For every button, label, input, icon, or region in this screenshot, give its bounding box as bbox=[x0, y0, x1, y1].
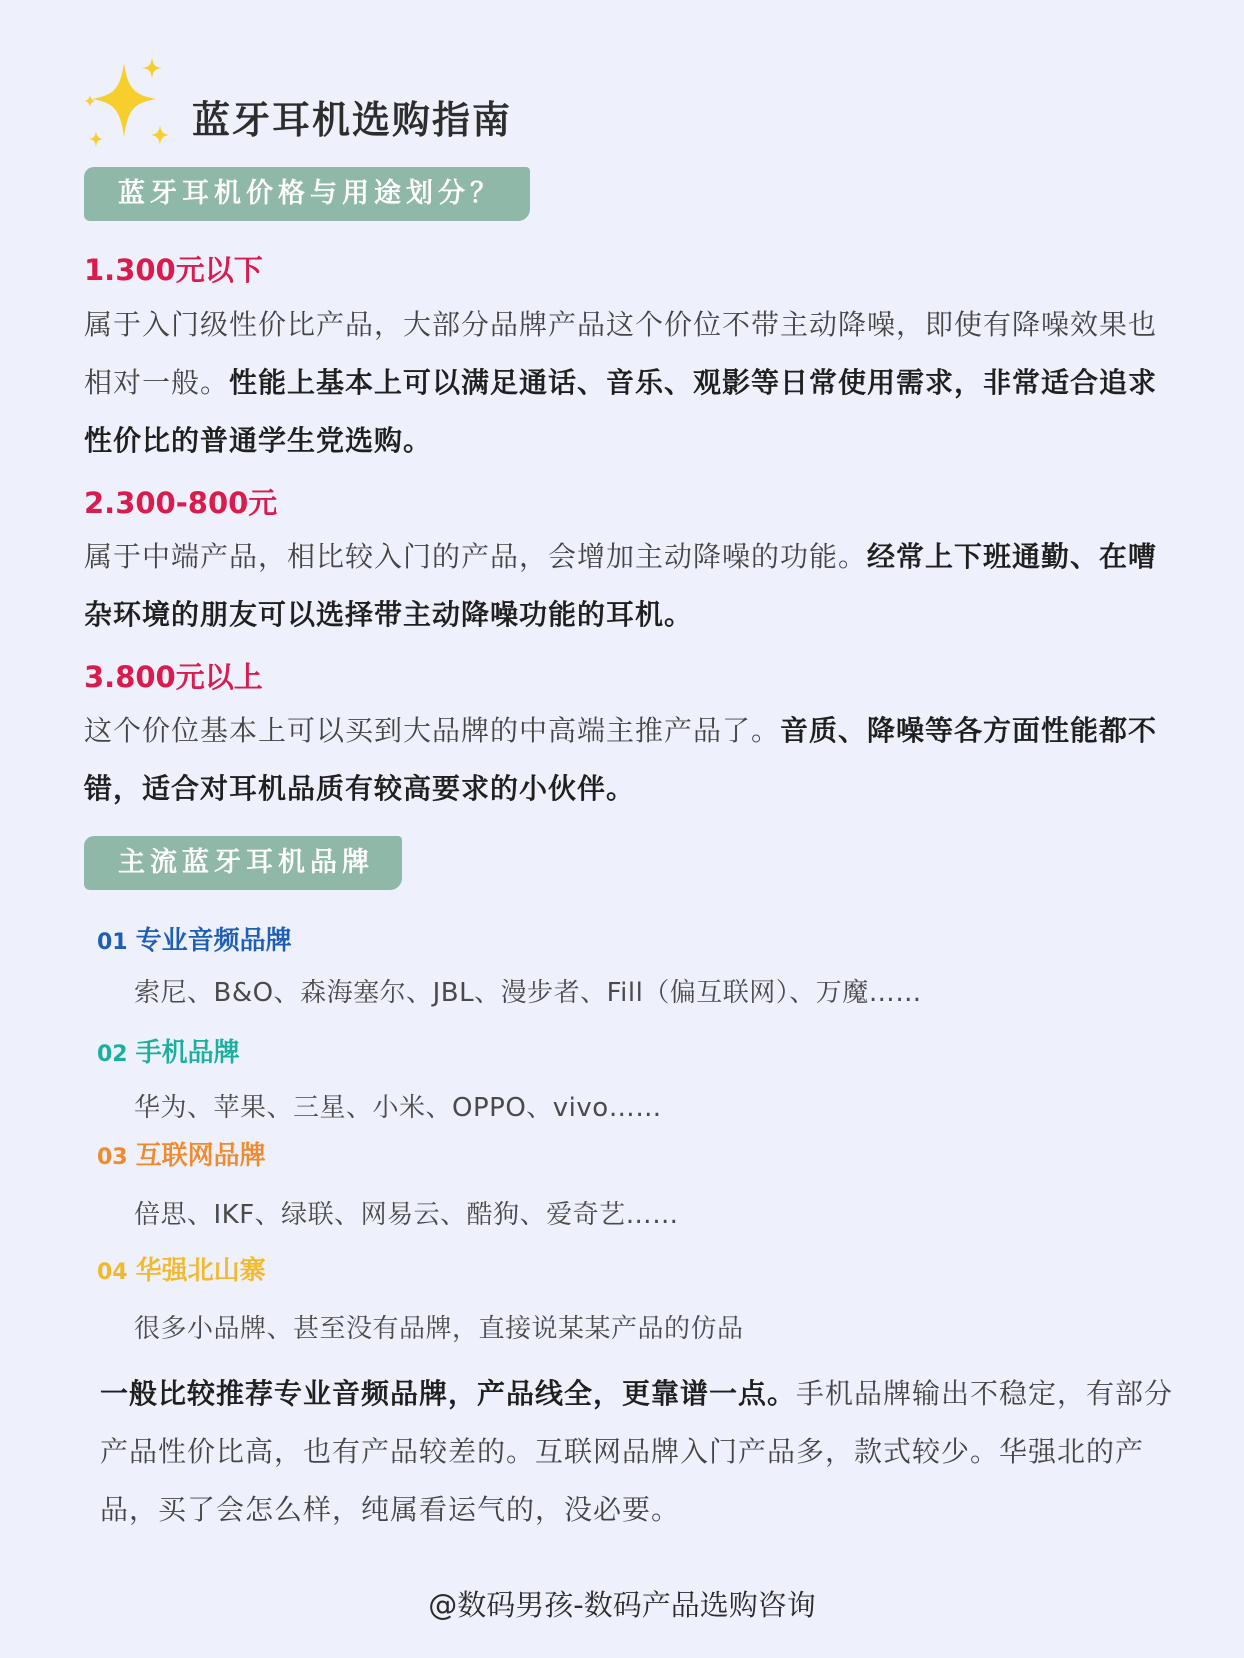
brand-list-2: 华为、苹果、三星、小米、OPPO、vivo…… bbox=[134, 1093, 662, 1123]
price-heading-1: 1.300元以下 bbox=[84, 253, 263, 287]
page-title: 蓝牙耳机选购指南 bbox=[192, 98, 513, 142]
price-description-bold: 音质、降噪等各方面性能都不错，适合对耳机品质有较高要求的小伙伴。 bbox=[84, 714, 1158, 805]
brand-label: 华强北山寨 bbox=[135, 1256, 266, 1286]
summary-bold: 一般比较推荐专业音频品牌，产品线全，更靠谱一点。 bbox=[100, 1377, 797, 1410]
summary-text: 手机品牌输出不稳定，有部分产品性价比高，也有产品较差的。互联网品牌入门产品多，款式较少。华强北的产品，买了会怎么样，纯属看运气的，没必要。 bbox=[100, 1377, 1174, 1526]
price-description-2 bbox=[84, 528, 1174, 644]
brand-list-3: 倍思、IKF、绿联、网易云、酷狗、爱奇艺…… bbox=[134, 1200, 679, 1230]
header bbox=[82, 55, 782, 165]
brand-list-4: 很多小品牌、甚至没有品牌，直接说某某产品的仿品 bbox=[134, 1314, 744, 1344]
brand-number: 02 bbox=[97, 1042, 128, 1067]
brand-label: 互联网品牌 bbox=[135, 1141, 266, 1171]
brand-heading-2 bbox=[97, 1032, 240, 1069]
price-description-text: 属于中端产品，相比较入门的产品，会增加主动降噪的功能。 bbox=[84, 540, 868, 573]
brand-heading-1 bbox=[97, 920, 292, 957]
brand-heading-3 bbox=[97, 1135, 266, 1172]
brand-list-1: 索尼、B&O、森海塞尔、JBL、漫步者、Fill（偏互联网）、万魔…… bbox=[134, 978, 922, 1008]
price-description-text: 属于入门级性价比产品，大部分品牌产品这个价位不带主动降噪，即使有降噪效果也相对一般。 bbox=[84, 308, 1158, 399]
brand-heading-4 bbox=[97, 1250, 266, 1287]
price-heading-2: 2.300-800元 bbox=[84, 486, 278, 520]
footer-credit: @数码男孩-数码产品选购咨询 bbox=[428, 1588, 816, 1622]
brand-number: 01 bbox=[97, 930, 128, 955]
brand-number: 04 bbox=[97, 1260, 128, 1285]
price-heading-3: 3.800元以上 bbox=[84, 660, 263, 694]
price-description-1 bbox=[84, 296, 1174, 470]
brand-number: 03 bbox=[97, 1145, 128, 1170]
price-description-text: 这个价位基本上可以买到大品牌的中高端主推产品了。 bbox=[84, 714, 781, 747]
brand-label: 手机品牌 bbox=[135, 1038, 240, 1068]
section-tag-price: 蓝牙耳机价格与用途划分？ bbox=[84, 167, 530, 221]
brand-label: 专业音频品牌 bbox=[135, 926, 292, 956]
price-description-bold: 经常上下班通勤、在嘈杂环境的朋友可以选择带主动降噪功能的耳机。 bbox=[84, 540, 1158, 631]
summary-paragraph bbox=[100, 1365, 1180, 1539]
sparkle-icon bbox=[82, 55, 177, 155]
section-tag-brands: 主流蓝牙耳机品牌 bbox=[84, 836, 402, 890]
price-description-bold: 性能上基本上可以满足通话、音乐、观影等日常使用需求，非常适合追求性价比的普通学生党选购。 bbox=[84, 366, 1158, 457]
price-description-3 bbox=[84, 702, 1174, 818]
